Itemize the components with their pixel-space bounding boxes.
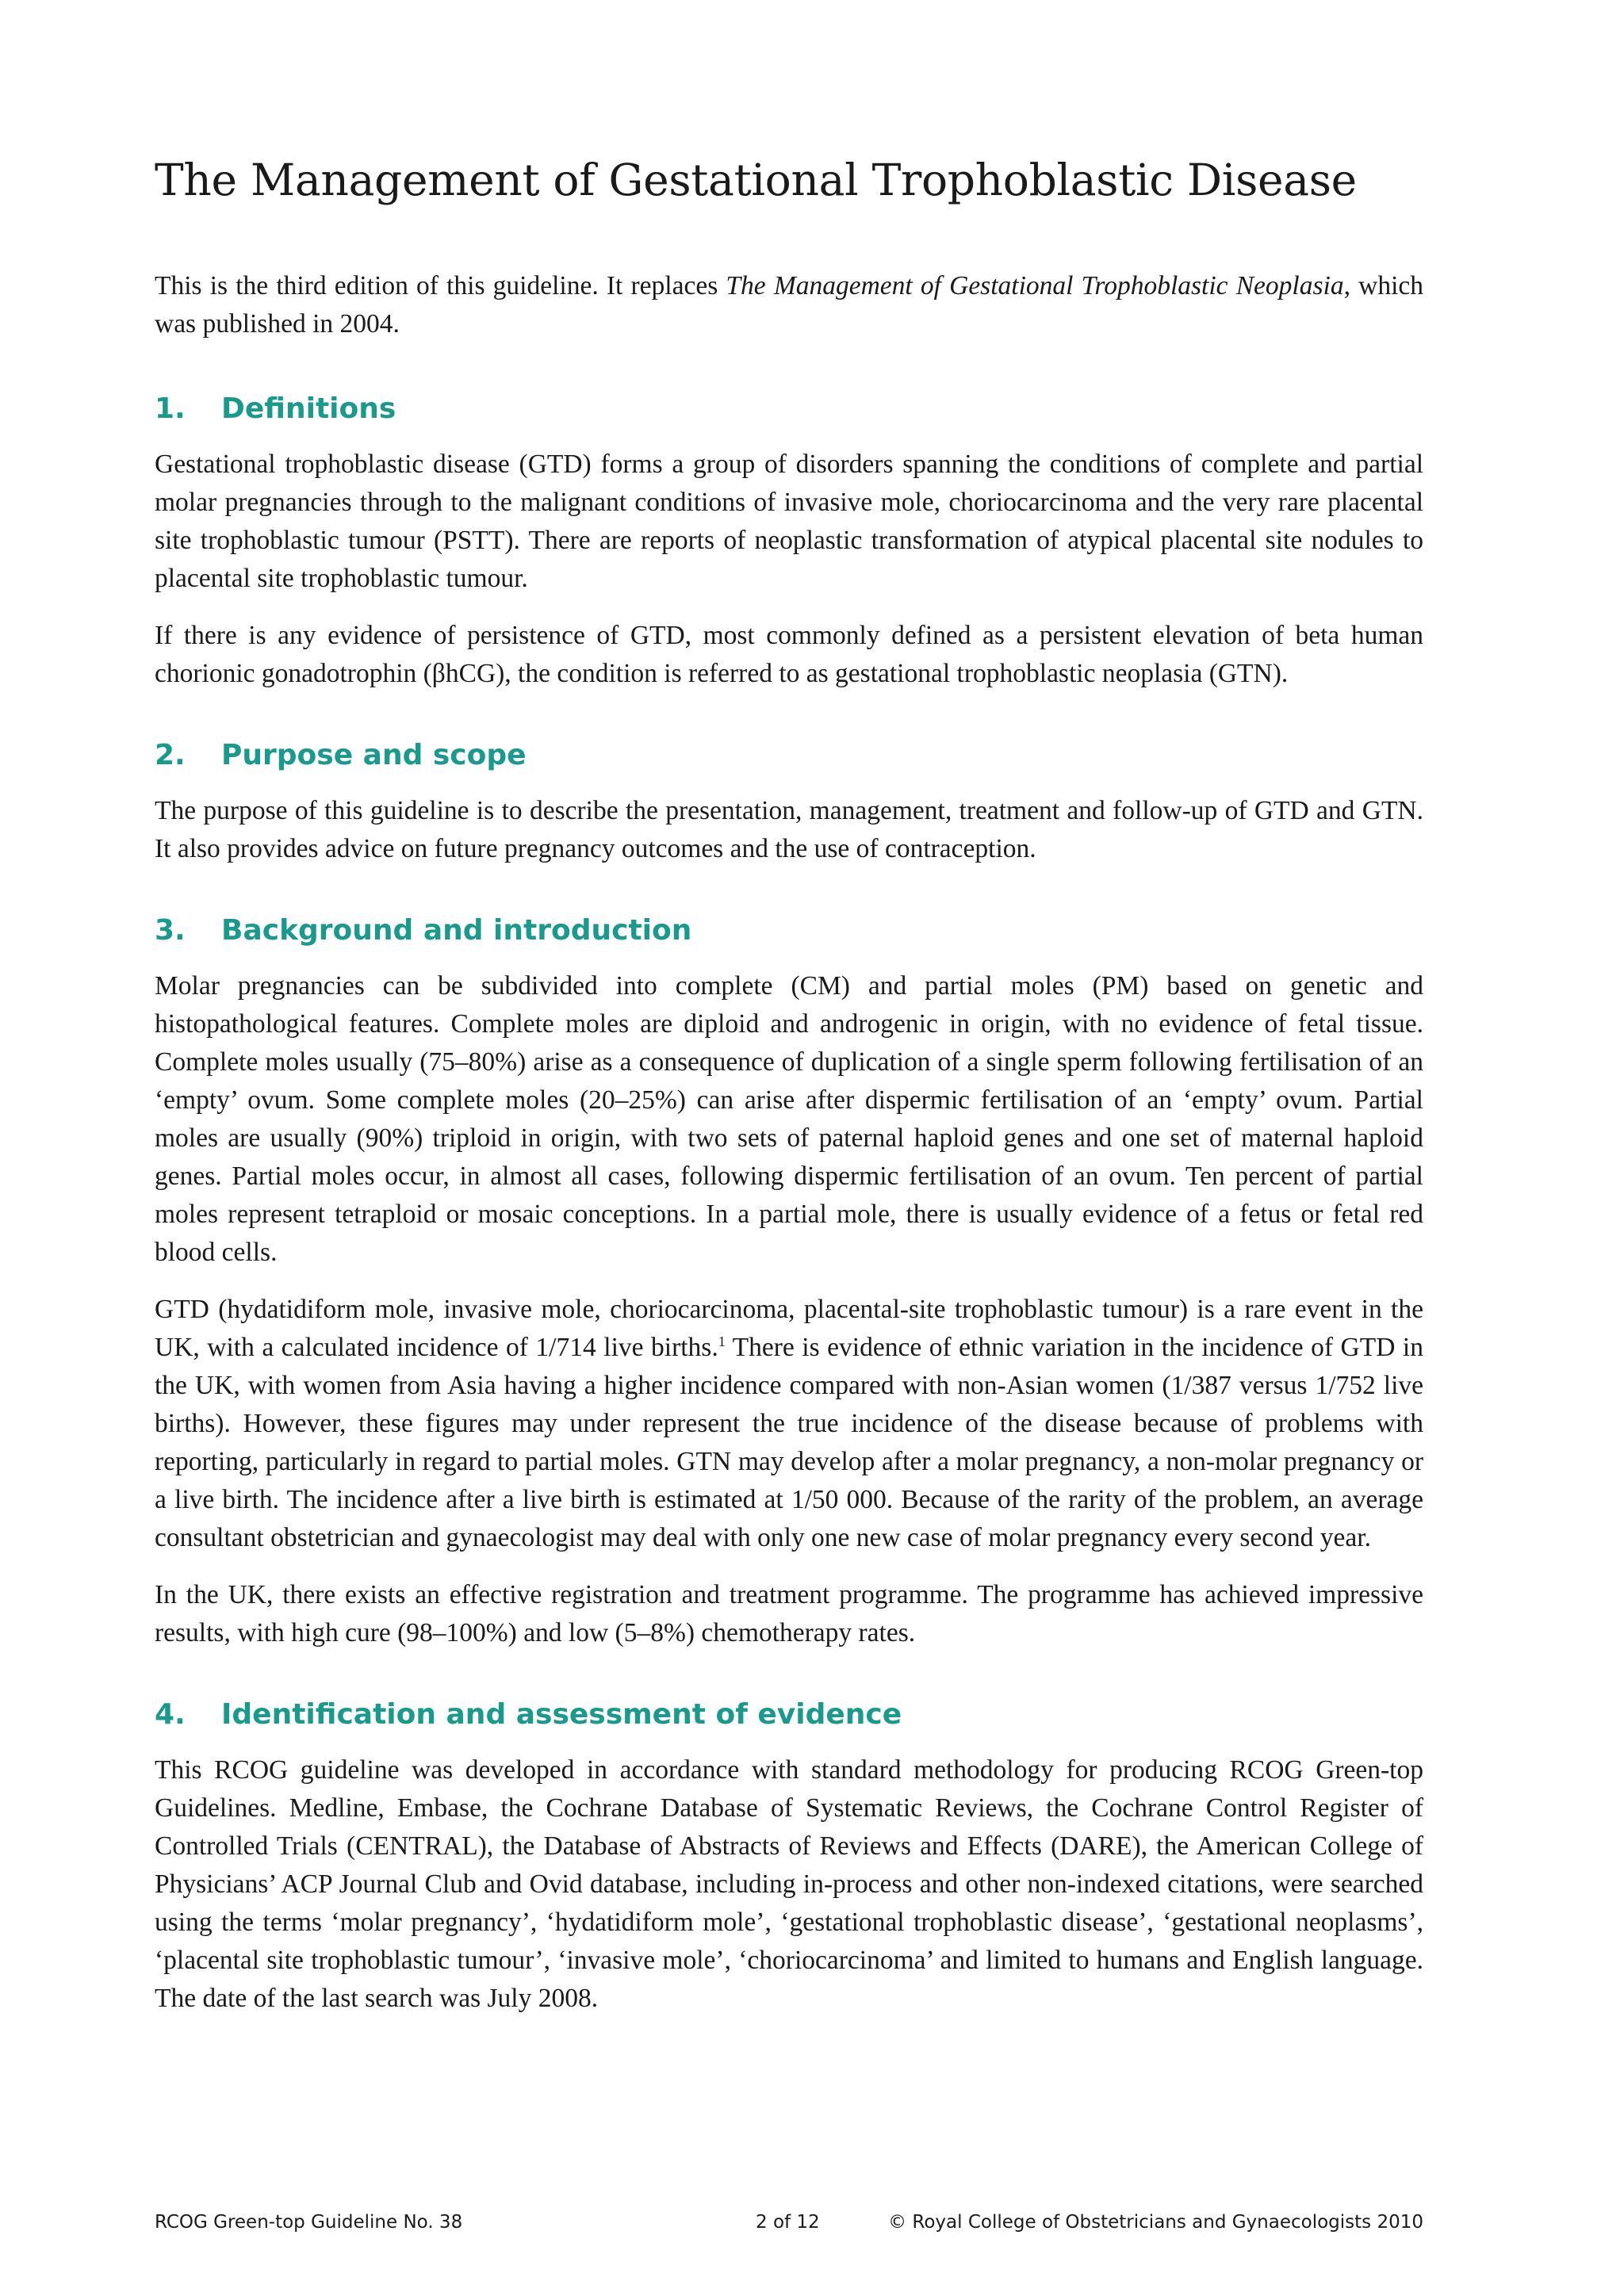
incidence-text-a: GTD (hydatidiform mole, invasive mole, choriocarcinoma, placental-site trophoblastic tumour) is a rare event in the UK, with a calculated incidence of 1/714 live births. (155, 1295, 1423, 1362)
section-heading-evidence (155, 1698, 1423, 1731)
footer-guideline-number: RCOG Green-top Guideline No. 38 (155, 2212, 463, 2233)
evidence-paragraph: This RCOG guideline was developed in accordance with standard methodology for producing RCOG Green-top Guidelines. Medline, Embase, the Cochrane Database of Systematic Reviews, the Cochrane Control Register of Controlled Trials (CENTRAL), the Database of Abstracts of Reviews and Effects (DARE), the American College of Physicians’ ACP Journal Club and Ovid database, including in-process and other non-indexed citations, were searched using the terms ‘molar pregnancy’, ‘hydatidiform mole’, ‘gestational trophoblastic disease’, ‘gestational neoplasms’, ‘placental site trophoblastic tumour’, ‘invasive mole’, ‘choriocarcinoma’ and limited to humans and English language. The date of the last search was July 2008. (155, 1755, 1423, 2013)
section-number: 2. (155, 739, 186, 771)
intro-text-a: This is the third edition of this guideline. It replaces (155, 271, 726, 300)
footer-page-number: 2 of 12 (756, 2212, 820, 2233)
background-paragraph-1: Molar pregnancies can be subdivided into complete (CM) and partial moles (PM) based on genetic and histopathological features. Complete moles are diploid and androgenic in origin, with no evidence of fetal tissue. Complete moles usually (75–80%) arise as a consequence of duplication of a single sperm following fertilisation of an ‘empty’ ovum. Some complete moles (20–25%) can arise after dispermic fertilisation of an ‘empty’ ovum. Partial moles are usually (90%) triploid in origin, with two sets of paternal haploid genes and one set of maternal haploid genes. Partial moles occur, in almost all cases, following dispermic fertilisation of an ovum. Ten percent of partial moles represent tetraploid or mosaic conceptions. In a partial mole, there is usually evidence of a fetus or fetal red blood cells. (155, 971, 1423, 1267)
footer-copyright: © Royal College of Obstetricians and Gynaecologists 2010 (888, 2212, 1423, 2233)
section-title: Identification and assessment of evidence (221, 1698, 902, 1731)
section-heading-background (155, 914, 1423, 947)
intro-paragraph (155, 267, 1423, 343)
purpose-paragraph: The purpose of this guideline is to describe the presentation, management, treatment and follow-up of GTD and GTN. It also provides advice on future pregnancy outcomes and the use of contraception. (155, 796, 1423, 863)
incidence-text-b: There is evidence of ethnic variation in the incidence of GTD in the UK, with women from Asia having a higher incidence compared with non-Asian women (1/387 versus 1/752 live births). However, these figures may under represent the true incidence of the disease because of problems with reporting, particularly in regard to partial moles. GTN may develop after a molar pregnancy, a non-molar pregnancy or a live birth. The incidence after a live birth is estimated at 1/50 000. Because of the rarity of the problem, an average consultant obstetrician and gynaecologist may deal with only one new case of molar pregnancy every second year. (155, 1333, 1423, 1552)
intro-replaced-title: The Management of Gestational Trophoblastic Neoplasia (726, 271, 1344, 300)
background-incidence-paragraph (155, 1291, 1423, 1557)
document-page (155, 155, 1423, 2037)
section-title: Definitions (221, 392, 396, 425)
section-title: Background and introduction (221, 914, 692, 947)
background-paragraph-3: In the UK, there exists an effective registration and treatment programme. The programme has achieved impressive results, with high cure (98–100%) and low (5–8%) chemotherapy rates. (155, 1580, 1423, 1647)
section-number: 4. (155, 1698, 186, 1731)
section-heading-definitions (155, 392, 1423, 425)
intro-text-b: , which was published in 2004. (155, 271, 1423, 339)
section-title: Purpose and scope (221, 739, 527, 771)
section-number: 1. (155, 392, 186, 425)
document-title: The Management of Gestational Trophoblastic Disease (155, 155, 1357, 205)
citation-reference: 1 (718, 1333, 726, 1349)
definitions-paragraph-2: If there is any evidence of persistence of GTD, most commonly defined as a persistent elevation of beta human chorionic gonadotrophin (βhCG), the condition is referred to as gestational trophoblastic neoplasia (GTN). (155, 621, 1423, 688)
section-heading-purpose-scope (155, 739, 1423, 771)
definitions-paragraph-1: Gestational trophoblastic disease (GTD) forms a group of disorders spanning the conditions of complete and partial molar pregnancies through to the malignant conditions of invasive mole, choriocarcinoma and the very rare placental site trophoblastic tumour (PSTT). There are reports of neoplastic transformation of atypical placental site nodules to placental site trophoblastic tumour. (155, 450, 1423, 593)
section-number: 3. (155, 914, 186, 947)
